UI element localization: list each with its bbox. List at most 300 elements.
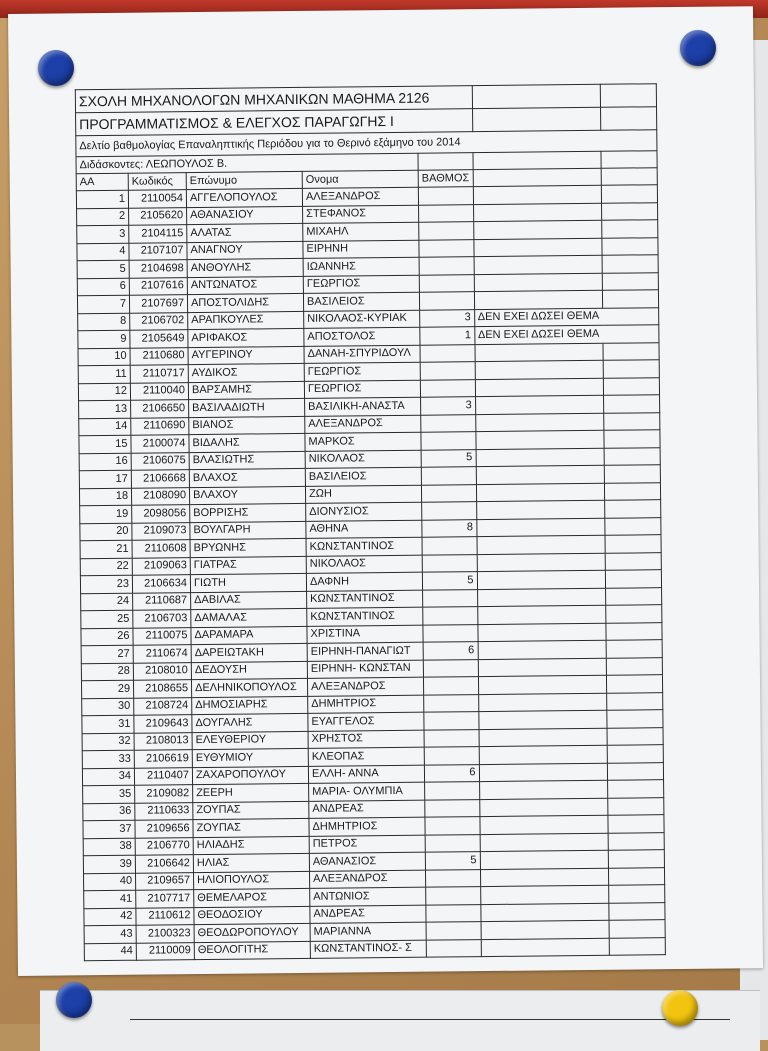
student-first-name: ΑΘΗΝΑ: [306, 520, 422, 539]
student-surname: ΔΗΜΟΣΙΑΡΗΣ: [192, 696, 308, 715]
student-first-name: ΑΝΤΩΝΙΟΣ: [310, 887, 426, 906]
grade-comment: [478, 675, 607, 694]
student-grade: [420, 379, 475, 397]
empty-cell: [608, 832, 664, 850]
student-code: 2106634: [132, 575, 190, 593]
row-number: 22: [80, 558, 132, 576]
student-first-name: ΕΛΛΗ- ΑΝΝΑ: [308, 765, 424, 784]
grade-comment: [478, 640, 607, 659]
grade-table: [75, 83, 666, 961]
empty-cell: [608, 867, 664, 885]
grade-comment: [477, 588, 606, 607]
row-number: 43: [84, 925, 136, 943]
student-first-name: ΝΙΚΟΛΑΟΣ: [306, 555, 422, 574]
student-code: 2109656: [135, 820, 193, 838]
row-number: 14: [79, 418, 131, 436]
column-header-aa: ΑΑ: [76, 173, 128, 191]
grade-comment: [476, 465, 605, 484]
row-number: 13: [79, 400, 131, 418]
row-number: 26: [81, 628, 133, 646]
student-first-name: ΔΙΟΝΥΣΙΟΣ: [306, 502, 422, 521]
course-title: ΠΡΟΓΡΑΜΜΑΤΙΣΜΟΣ & ΕΛΕΓΧΟΣ ΠΑΡΑΓΩΓΗΣ Ι: [76, 109, 473, 136]
student-first-name: ΚΩΝΣΤΑΝΤΙΝΟΣ: [307, 590, 423, 609]
grade-comment: [474, 255, 603, 274]
student-surname: ΒΟΡΡΙΣΗΣ: [190, 503, 306, 522]
grade-comment: [480, 850, 609, 869]
student-surname: ΑΡΑΠΚΟΥΛΕΣ: [188, 311, 304, 330]
student-code: 2110687: [133, 592, 191, 610]
empty-cell: [605, 500, 661, 518]
student-surname: ΑΡΙΦΑΚΟΣ: [188, 328, 304, 347]
student-surname: ΘΕΜΕΛΑΡΟΣ: [194, 888, 310, 907]
student-surname: ΒΙΑΝΟΣ: [189, 416, 305, 435]
student-grade: [419, 257, 474, 275]
student-first-name: ΜΑΡΙΑ- ΟΛΥΜΠΙΑ: [309, 782, 425, 801]
grade-comment: [477, 605, 606, 624]
empty-cell: [600, 84, 656, 108]
empty-cell: [603, 307, 659, 325]
student-grade: [418, 187, 473, 205]
grade-comment: [479, 780, 608, 799]
student-code: 2110054: [128, 190, 186, 208]
empty-cell: [608, 780, 664, 798]
student-grade: [421, 467, 476, 485]
row-number: 10: [78, 348, 130, 366]
empty-cell: [606, 587, 662, 605]
grade-comment: [478, 710, 607, 729]
row-number: 1: [76, 190, 128, 208]
student-surname: ΖΟΥΠΑΣ: [193, 801, 309, 820]
student-code: 2109073: [132, 522, 190, 540]
student-first-name: ΑΝΔΡΕΑΣ: [309, 800, 425, 819]
student-first-name: ΜΑΡΙΑΝΝΑ: [310, 922, 426, 941]
student-grade: 6: [424, 764, 479, 782]
grade-comment: ΔΕΝ ΕΧΕΙ ΔΩΣΕΙ ΘΕΜΑ: [474, 308, 603, 327]
row-number: 8: [78, 313, 130, 331]
student-code: 2110075: [133, 627, 191, 645]
student-surname: ΔΕΔΟΥΣΗ: [191, 661, 307, 680]
empty-cell: [606, 675, 662, 693]
student-first-name: ΕΥΑΓΓΕΛΟΣ: [308, 712, 424, 731]
student-grade: [426, 922, 481, 940]
student-code: 2110608: [132, 540, 190, 558]
empty-cell: [605, 517, 661, 535]
row-number: 37: [83, 820, 135, 838]
row-number: 4: [77, 243, 129, 261]
blue-pushpin: [38, 50, 74, 86]
grade-comment: [480, 868, 609, 887]
grade-comment: [473, 220, 602, 239]
student-surname: ΓΙΑΤΡΑΣ: [190, 556, 306, 575]
row-number: 9: [78, 330, 130, 348]
empty-cell: [606, 605, 662, 623]
lower-sheet-table-edge: [130, 1019, 730, 1020]
student-grade: [419, 292, 474, 310]
empty-cell: [609, 937, 665, 955]
grade-comment: [476, 500, 605, 519]
empty-cell: [601, 202, 657, 220]
grade-comment: [478, 658, 607, 677]
grade-comment: [473, 203, 602, 222]
student-code: 2106650: [131, 400, 189, 418]
student-code: 2110674: [133, 645, 191, 663]
student-code: 2110717: [130, 365, 188, 383]
grade-comment: [477, 535, 606, 554]
student-surname: ΒΟΥΛΓΑΡΗ: [190, 521, 306, 540]
student-first-name: ΔΗΜΗΤΡΙΟΣ: [309, 817, 425, 836]
row-number: 21: [80, 540, 132, 558]
grade-comment: [477, 553, 606, 572]
empty-cell: [418, 153, 473, 171]
student-grade: 3: [421, 397, 476, 415]
row-number: 35: [83, 785, 135, 803]
student-grade: 3: [420, 309, 475, 327]
student-surname: ΑΥΔΙΚΟΣ: [188, 363, 304, 382]
row-number: 41: [84, 890, 136, 908]
student-first-name: ΝΙΚΟΛΑΟΣ-ΚΥΡΙΑΚ: [304, 310, 420, 329]
student-first-name: ΓΕΩΡΓΙΟΣ: [304, 362, 420, 381]
empty-cell: [473, 151, 602, 169]
grade-comment: [479, 745, 608, 764]
student-first-name: ΜΙΧΑΗΛ: [303, 222, 419, 241]
student-grade: [425, 834, 480, 852]
student-grade: [424, 729, 479, 747]
student-first-name: ΒΑΣΙΛΕΙΟΣ: [305, 467, 421, 486]
student-grade: [419, 204, 474, 222]
grade-comment: [475, 360, 604, 379]
row-number: 20: [80, 523, 132, 541]
student-grade: [424, 747, 479, 765]
student-grade: [419, 274, 474, 292]
student-first-name: ΑΛΕΞΑΝΔΡΟΣ: [307, 677, 423, 696]
column-header-surname: Επώνυμο: [186, 171, 302, 189]
student-grade: [426, 887, 481, 905]
row-number: 42: [84, 908, 136, 926]
student-grade: [422, 502, 477, 520]
student-code: 2108655: [133, 680, 191, 698]
row-number: 18: [79, 488, 131, 506]
grade-comment: [477, 623, 606, 642]
row-number: 44: [84, 943, 136, 961]
student-first-name: ΕΙΡΗΝΗ: [303, 240, 419, 259]
student-code: 2110612: [136, 907, 194, 925]
row-number: 23: [80, 575, 132, 593]
student-first-name: ΑΛΕΞΑΝΔΡΟΣ: [302, 187, 418, 206]
student-first-name: ΠΕΤΡΟΣ: [309, 835, 425, 854]
empty-cell: [608, 850, 664, 868]
student-first-name: ΚΩΝΣΤΑΝΤΙΝΟΣ- Σ: [310, 940, 426, 959]
empty-cell: [609, 920, 665, 938]
student-grade: [425, 869, 480, 887]
student-grade: [423, 624, 478, 642]
student-grade: [423, 659, 478, 677]
row-number: 6: [77, 278, 129, 296]
student-first-name: ΓΕΩΡΓΙΟΣ: [303, 275, 419, 294]
student-code: 2107616: [129, 277, 187, 295]
student-grade: [421, 484, 476, 502]
student-first-name: ΔΑΝΑΗ-ΣΠΥΡΙΔΟΥΛ: [304, 345, 420, 364]
empty-cell: [607, 692, 663, 710]
student-grade: [425, 799, 480, 817]
student-code: 2106075: [131, 452, 189, 470]
student-code: 2100074: [131, 435, 189, 453]
student-grade: [422, 537, 477, 555]
student-surname: ΕΥΘΥΜΙΟΥ: [192, 748, 308, 767]
grade-comment: [479, 798, 608, 817]
student-code: 2105620: [129, 207, 187, 225]
grade-comment: [475, 343, 604, 362]
row-number: 30: [82, 698, 134, 716]
empty-cell: [601, 185, 657, 203]
grade-sheet: [8, 6, 763, 976]
row-number: 38: [83, 838, 135, 856]
grade-comment: [476, 483, 605, 502]
student-first-name: ΝΙΚΟΛΑΟΣ: [305, 450, 421, 469]
student-code: 2104115: [129, 225, 187, 243]
student-grade: [422, 554, 477, 572]
student-grade: 5: [425, 852, 480, 870]
student-code: 2109063: [132, 557, 190, 575]
empty-cell: [472, 84, 601, 108]
student-grade: [420, 362, 475, 380]
empty-cell: [604, 430, 660, 448]
grade-comment: [473, 238, 602, 257]
student-code: 2110633: [135, 802, 193, 820]
student-grade: [425, 817, 480, 835]
row-number: 16: [79, 453, 131, 471]
row-number: 7: [77, 295, 129, 313]
row-number: 24: [81, 593, 133, 611]
student-first-name: ΚΩΝΣΤΑΝΤΙΝΟΣ: [306, 537, 422, 556]
row-number: 32: [82, 733, 134, 751]
grade-comment: [479, 728, 608, 747]
empty-cell: [606, 640, 662, 658]
row-number: 17: [79, 470, 131, 488]
empty-cell: [604, 482, 660, 500]
row-number: 39: [83, 855, 135, 873]
student-surname: ΑΝΑΓΝΟΥ: [187, 241, 303, 260]
row-number: 27: [81, 645, 133, 663]
sheet-description: Δελτίο βαθμολογίας Επαναληπτικής Περιόδου για το Θερινό εξάμηνο του 2014: [76, 130, 657, 157]
student-first-name: ΔΑΦΝΗ: [306, 572, 422, 591]
row-number: 31: [82, 715, 134, 733]
empty-cell: [601, 168, 657, 186]
student-first-name: ΕΙΡΗΝΗ- ΚΩΝΣΤΑΝ: [307, 660, 423, 679]
student-first-name: ΑΛΕΞΑΝΔΡΟΣ: [305, 415, 421, 434]
student-code: 2109643: [134, 715, 192, 733]
student-first-name: ΣΤΕΦΑΝΟΣ: [303, 205, 419, 224]
empty-cell: [603, 342, 659, 360]
grade-comment: [475, 395, 604, 414]
student-surname: ΔΟΥΓΑΛΗΣ: [192, 713, 308, 732]
student-first-name: ΑΠΟΣΤΟΛΟΣ: [304, 327, 420, 346]
student-surname: ΔΑΡΕΙΩΤΑΚΗ: [191, 643, 307, 662]
student-surname: ΑΝΤΩΝΑΤΟΣ: [187, 276, 303, 295]
student-first-name: ΖΩΗ: [305, 485, 421, 504]
student-surname: ΑΠΟΣΤΟΛΙΔΗΣ: [187, 293, 303, 312]
empty-cell: [605, 552, 661, 570]
student-code: 2104698: [129, 260, 187, 278]
student-first-name: ΚΩΝΣΤΑΝΤΙΝΟΣ: [307, 607, 423, 626]
student-surname: ΒΛΑΧΟΣ: [189, 468, 305, 487]
grade-comment: [480, 833, 609, 852]
row-number: 33: [82, 750, 134, 768]
lower-sheet: [40, 990, 760, 1051]
student-surname: ΒΛΑΣΙΩΤΗΣ: [189, 451, 305, 470]
student-code: 2108724: [134, 697, 192, 715]
grade-comment: [479, 763, 608, 782]
blue-pushpin: [56, 982, 92, 1018]
student-first-name: ΕΙΡΗΝΗ-ΠΑΝΑΓΙΩΤ: [307, 642, 423, 661]
empty-cell: [604, 395, 660, 413]
student-grade: [421, 432, 476, 450]
grade-comment: [474, 290, 603, 309]
student-grade: [426, 939, 481, 957]
student-grade: 8: [422, 519, 477, 537]
student-surname: ΑΥΓΕΡΙΝΟΥ: [188, 346, 304, 365]
column-header-name: Ονομα: [302, 170, 418, 188]
student-code: 2107107: [129, 242, 187, 260]
grade-comment: [473, 185, 602, 204]
student-code: 2106642: [135, 855, 193, 873]
empty-cell: [604, 447, 660, 465]
empty-cell: [600, 107, 656, 131]
student-code: 2100323: [136, 925, 194, 943]
student-code: 2109082: [135, 785, 193, 803]
student-surname: ΔΕΛΗΝΙΚΟΠΟΥΛΟΣ: [191, 678, 307, 697]
grade-comment: [480, 885, 609, 904]
student-grade: [420, 344, 475, 362]
grade-comment: [481, 938, 610, 957]
student-surname: ΒΑΡΣΑΜΗΣ: [188, 381, 304, 400]
student-first-name: ΧΡΗΣΤΟΣ: [308, 730, 424, 749]
student-first-name: ΒΑΣΙΛΕΙΟΣ: [303, 292, 419, 311]
empty-cell: [606, 657, 662, 675]
grade-comment: [479, 815, 608, 834]
student-surname: ΗΛΙΑΔΗΣ: [193, 836, 309, 855]
student-grade: [423, 677, 478, 695]
student-surname: ΗΛΙΑΣ: [193, 853, 309, 872]
empty-cell: [472, 107, 601, 131]
empty-cell: [609, 902, 665, 920]
student-first-name: ΑΝΔΡΕΑΣ: [310, 905, 426, 924]
empty-cell: [602, 237, 658, 255]
student-grade: 5: [422, 572, 477, 590]
student-grade: [424, 712, 479, 730]
student-first-name: ΧΡΙΣΤΙΝΑ: [307, 625, 423, 644]
row-number: 28: [81, 663, 133, 681]
row-number: 40: [84, 873, 136, 891]
student-first-name: ΑΘΑΝΑΣΙΟΣ: [309, 852, 425, 871]
student-surname: ΕΛΕΥΘΕΡΙΟΥ: [192, 731, 308, 750]
empty-cell: [605, 535, 661, 553]
student-grade: [426, 904, 481, 922]
grade-comment: [480, 903, 609, 922]
student-grade: [419, 239, 474, 257]
empty-cell: [607, 762, 663, 780]
student-surname: ΖΑΧΑΡΟΠΟΥΛΟΥ: [192, 766, 308, 785]
empty-cell: [473, 168, 602, 186]
student-first-name: ΔΗΜΗΤΡΙΟΣ: [308, 695, 424, 714]
empty-cell: [607, 727, 663, 745]
grade-comment: [475, 413, 604, 432]
instructors: Διδάσκοντες: ΛΕΩΠΟΥΛΟΣ Β.: [76, 153, 418, 174]
empty-cell: [602, 272, 658, 290]
student-code: 2108013: [134, 732, 192, 750]
row-number: 34: [82, 768, 134, 786]
student-code: 2110040: [130, 382, 188, 400]
empty-cell: [603, 360, 659, 378]
student-first-name: ΒΑΣΙΛΙΚΗ-ΑΝΑΣΤΑ: [305, 397, 421, 416]
student-surname: ΒΛΑΧΟΥ: [189, 486, 305, 505]
student-code: 2098056: [132, 505, 190, 523]
blue-pushpin: [680, 30, 716, 66]
student-surname: ΑΓΓΕΛΟΠΟΥΛΟΣ: [186, 188, 302, 207]
empty-cell: [601, 151, 657, 169]
student-grade: [424, 694, 479, 712]
empty-cell: [603, 377, 659, 395]
column-header-code: Κωδικός: [128, 173, 186, 191]
student-grade: 1: [420, 327, 475, 345]
grade-comment: [476, 518, 605, 537]
student-surname: ΗΛΙΟΠΟΥΛΟΣ: [193, 871, 309, 890]
student-grade: 5: [421, 449, 476, 467]
empty-cell: [602, 220, 658, 238]
student-grade: [423, 589, 478, 607]
student-surname: ΑΝΘΟΥΛΗΣ: [187, 258, 303, 277]
student-grade: [423, 607, 478, 625]
student-code: 2106703: [133, 610, 191, 628]
grade-comment: [476, 448, 605, 467]
student-code: 2110680: [130, 347, 188, 365]
student-surname: ΓΙΩΤΗ: [190, 573, 306, 592]
student-first-name: ΑΛΕΞΑΝΔΡΟΣ: [309, 870, 425, 889]
student-first-name: ΚΛΕΟΠΑΣ: [308, 747, 424, 766]
row-number: 2: [77, 208, 129, 226]
grade-comment: [475, 430, 604, 449]
student-surname: ΑΘΑΝΑΣΙΟΥ: [187, 206, 303, 225]
column-header-grade: ΒΑΘΜΟΣ: [418, 170, 473, 188]
empty-cell: [609, 885, 665, 903]
empty-cell: [604, 412, 660, 430]
yellow-pushpin: [662, 990, 698, 1026]
grade-comment: [475, 378, 604, 397]
student-code: 2106668: [131, 470, 189, 488]
student-first-name: ΜΑΡΚΟΣ: [305, 432, 421, 451]
student-code: 2110407: [134, 767, 192, 785]
student-code: 2107697: [129, 295, 187, 313]
empty-cell: [606, 622, 662, 640]
student-surname: ΔΑΜΑΛΑΣ: [191, 608, 307, 627]
student-code: 2110009: [136, 942, 194, 960]
row-number: 15: [79, 435, 131, 453]
row-number: 25: [81, 610, 133, 628]
grade-comment: ΔΕΝ ΕΧΕΙ ΔΩΣΕΙ ΘΕΜΑ: [474, 325, 603, 344]
row-number: 12: [78, 383, 130, 401]
student-surname: ΔΑΡΑΜΑΡΑ: [191, 626, 307, 645]
student-grade: [421, 414, 476, 432]
student-code: 2107717: [136, 890, 194, 908]
student-grade: 6: [423, 642, 478, 660]
student-code: 2108090: [131, 487, 189, 505]
row-number: 29: [81, 680, 133, 698]
grade-comment: [474, 273, 603, 292]
student-first-name: ΙΩΑΝΝΗΣ: [303, 257, 419, 276]
student-surname: ΖΟΥΠΑΣ: [193, 818, 309, 837]
empty-cell: [602, 290, 658, 308]
empty-cell: [608, 797, 664, 815]
empty-cell: [604, 465, 660, 483]
